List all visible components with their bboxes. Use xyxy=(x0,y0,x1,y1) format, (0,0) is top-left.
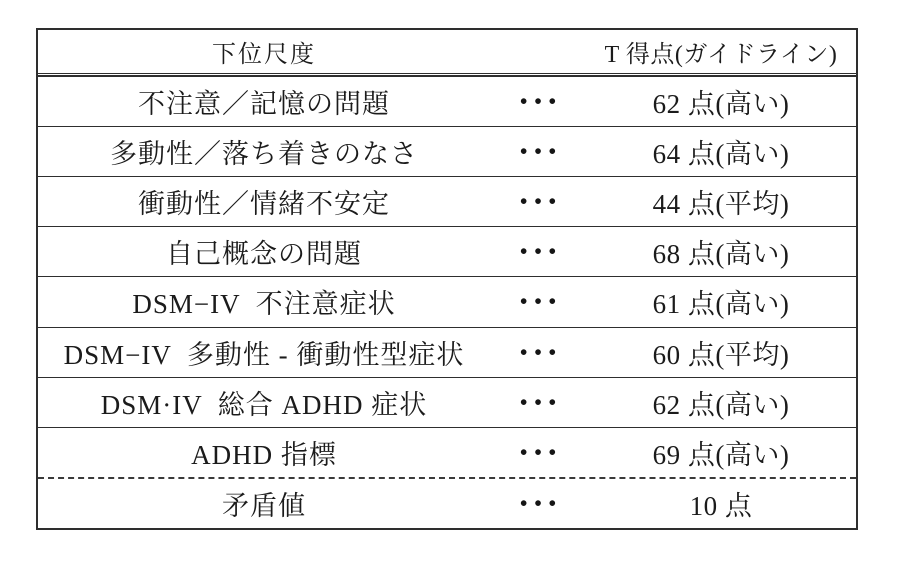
header-subscale-label: 下位尺度 xyxy=(212,42,316,68)
table-row xyxy=(38,127,856,177)
score-cell: 62 点(高い) xyxy=(652,389,790,420)
table-row xyxy=(38,177,856,227)
score-cell: 68 点(高い) xyxy=(652,239,790,270)
score-cell: 10 点 xyxy=(689,490,753,521)
table-row xyxy=(38,227,856,277)
dots-leader: ••• xyxy=(519,490,564,515)
score-cell: 69 点(高い) xyxy=(652,439,790,470)
table-row xyxy=(38,378,856,428)
subscale-cell: 多動性／落ち着きのなさ xyxy=(110,139,418,170)
dots-leader: ••• xyxy=(519,189,564,214)
table-row xyxy=(38,428,856,479)
subscale-score-table xyxy=(36,28,858,530)
subscale-cell: 矛盾値 xyxy=(222,490,306,521)
subscale-cell: DSM·IV 総合 ADHD 症状 xyxy=(100,389,428,420)
table-header-row xyxy=(38,30,856,74)
table-row xyxy=(38,328,856,378)
score-cell: 44 点(平均) xyxy=(652,189,790,220)
dots-leader: ••• xyxy=(519,289,564,314)
table-body xyxy=(38,77,856,528)
dots-leader: ••• xyxy=(519,439,564,464)
table-row xyxy=(38,277,856,327)
subscale-cell: ADHD 指標 xyxy=(191,439,337,470)
score-cell: 64 点(高い) xyxy=(652,139,790,170)
table-row xyxy=(38,479,856,528)
score-cell: 61 点(高い) xyxy=(652,289,790,320)
table-row xyxy=(38,77,856,127)
dots-leader: ••• xyxy=(519,139,564,164)
subscale-cell: 不注意／記憶の問題 xyxy=(138,89,390,120)
dots-leader: ••• xyxy=(519,389,564,414)
subscale-cell: 衝動性／情緒不安定 xyxy=(138,189,390,220)
score-cell: 60 点(平均) xyxy=(652,339,790,370)
dots-leader: ••• xyxy=(519,89,564,114)
dots-leader: ••• xyxy=(519,239,564,264)
subscale-cell: DSM−IV 不注意症状 xyxy=(132,289,396,320)
subscale-cell: 自己概念の問題 xyxy=(166,239,362,270)
score-cell: 62 点(高い) xyxy=(652,89,790,120)
header-score-label: T 得点(ガイドライン) xyxy=(604,42,838,68)
subscale-cell: DSM−IV 多動性 - 衝動性型症状 xyxy=(63,339,465,370)
dots-leader: ••• xyxy=(519,339,564,364)
